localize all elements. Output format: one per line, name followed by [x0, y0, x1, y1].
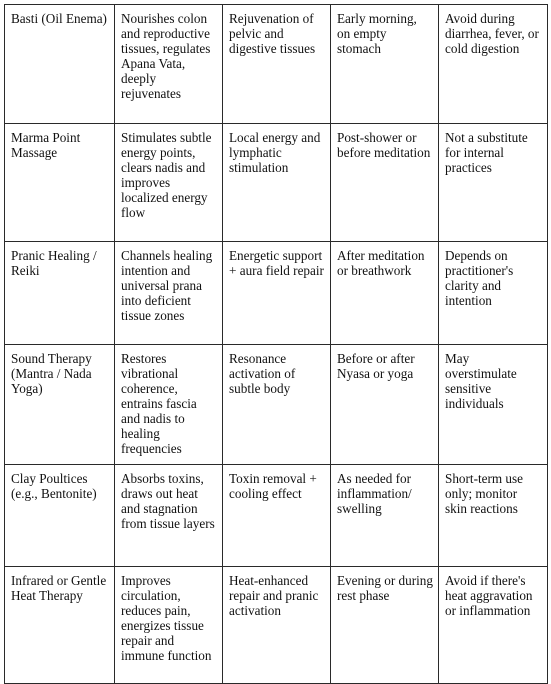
focus-cell: Rejuvenation of pelvic and digestive tissues — [223, 5, 331, 124]
benefits-cell: Channels healing intention and universal prana into deficient tissue zones — [115, 242, 223, 345]
timing-cell: Early morning, on empty stomach — [331, 5, 439, 124]
table-row — [5, 124, 548, 242]
focus-cell: Energetic support + aura field repair — [223, 242, 331, 345]
benefits-cell: Absorbs toxins, draws out heat and stagnation from tissue layers — [115, 465, 223, 567]
focus-cell: Local energy and lymphatic stimulation — [223, 124, 331, 242]
caution-cell: Short-term use only; monitor skin reactions — [439, 465, 548, 567]
caution-cell: Avoid if there's heat aggravation or inflammation — [439, 567, 548, 684]
caution-cell: Not a substitute for internal practices — [439, 124, 548, 242]
focus-cell: Resonance activation of subtle body — [223, 345, 331, 465]
table-row — [5, 242, 548, 345]
therapy-cell: Sound Therapy (Mantra / Nada Yoga) — [5, 345, 115, 465]
timing-cell: Before or after Nyasa or yoga — [331, 345, 439, 465]
therapy-cell: Clay Poultices (e.g., Bentonite) — [5, 465, 115, 567]
caution-cell: May overstimulate sensitive individuals — [439, 345, 548, 465]
timing-cell: After meditation or breathwork — [331, 242, 439, 345]
focus-cell: Toxin removal + cooling effect — [223, 465, 331, 567]
timing-cell: As needed for inflammation/ swelling — [331, 465, 439, 567]
table-row — [5, 465, 548, 567]
benefits-cell: Nourishes colon and reproductive tissues, regulates Apana Vata, deeply rejuvenates — [115, 5, 223, 124]
therapy-cell: Pranic Healing / Reiki — [5, 242, 115, 345]
caution-cell: Avoid during diarrhea, fever, or cold digestion — [439, 5, 548, 124]
table-row — [5, 567, 548, 684]
caution-cell: Depends on practitioner's clarity and intention — [439, 242, 548, 345]
benefits-cell: Stimulates subtle energy points, clears nadis and improves localized energy flow — [115, 124, 223, 242]
timing-cell: Post-shower or before meditation — [331, 124, 439, 242]
therapy-cell: Infrared or Gentle Heat Therapy — [5, 567, 115, 684]
therapy-table — [4, 4, 548, 684]
therapy-cell: Marma Point Massage — [5, 124, 115, 242]
table-row — [5, 5, 548, 124]
table-row — [5, 345, 548, 465]
benefits-cell: Improves circulation, reduces pain, energizes tissue repair and immune function — [115, 567, 223, 684]
benefits-cell: Restores vibrational coherence, entrains fascia and nadis to healing frequencies — [115, 345, 223, 465]
therapy-table-container — [4, 4, 547, 684]
timing-cell: Evening or during rest phase — [331, 567, 439, 684]
therapy-cell: Basti (Oil Enema) — [5, 5, 115, 124]
focus-cell: Heat-enhanced repair and pranic activation — [223, 567, 331, 684]
